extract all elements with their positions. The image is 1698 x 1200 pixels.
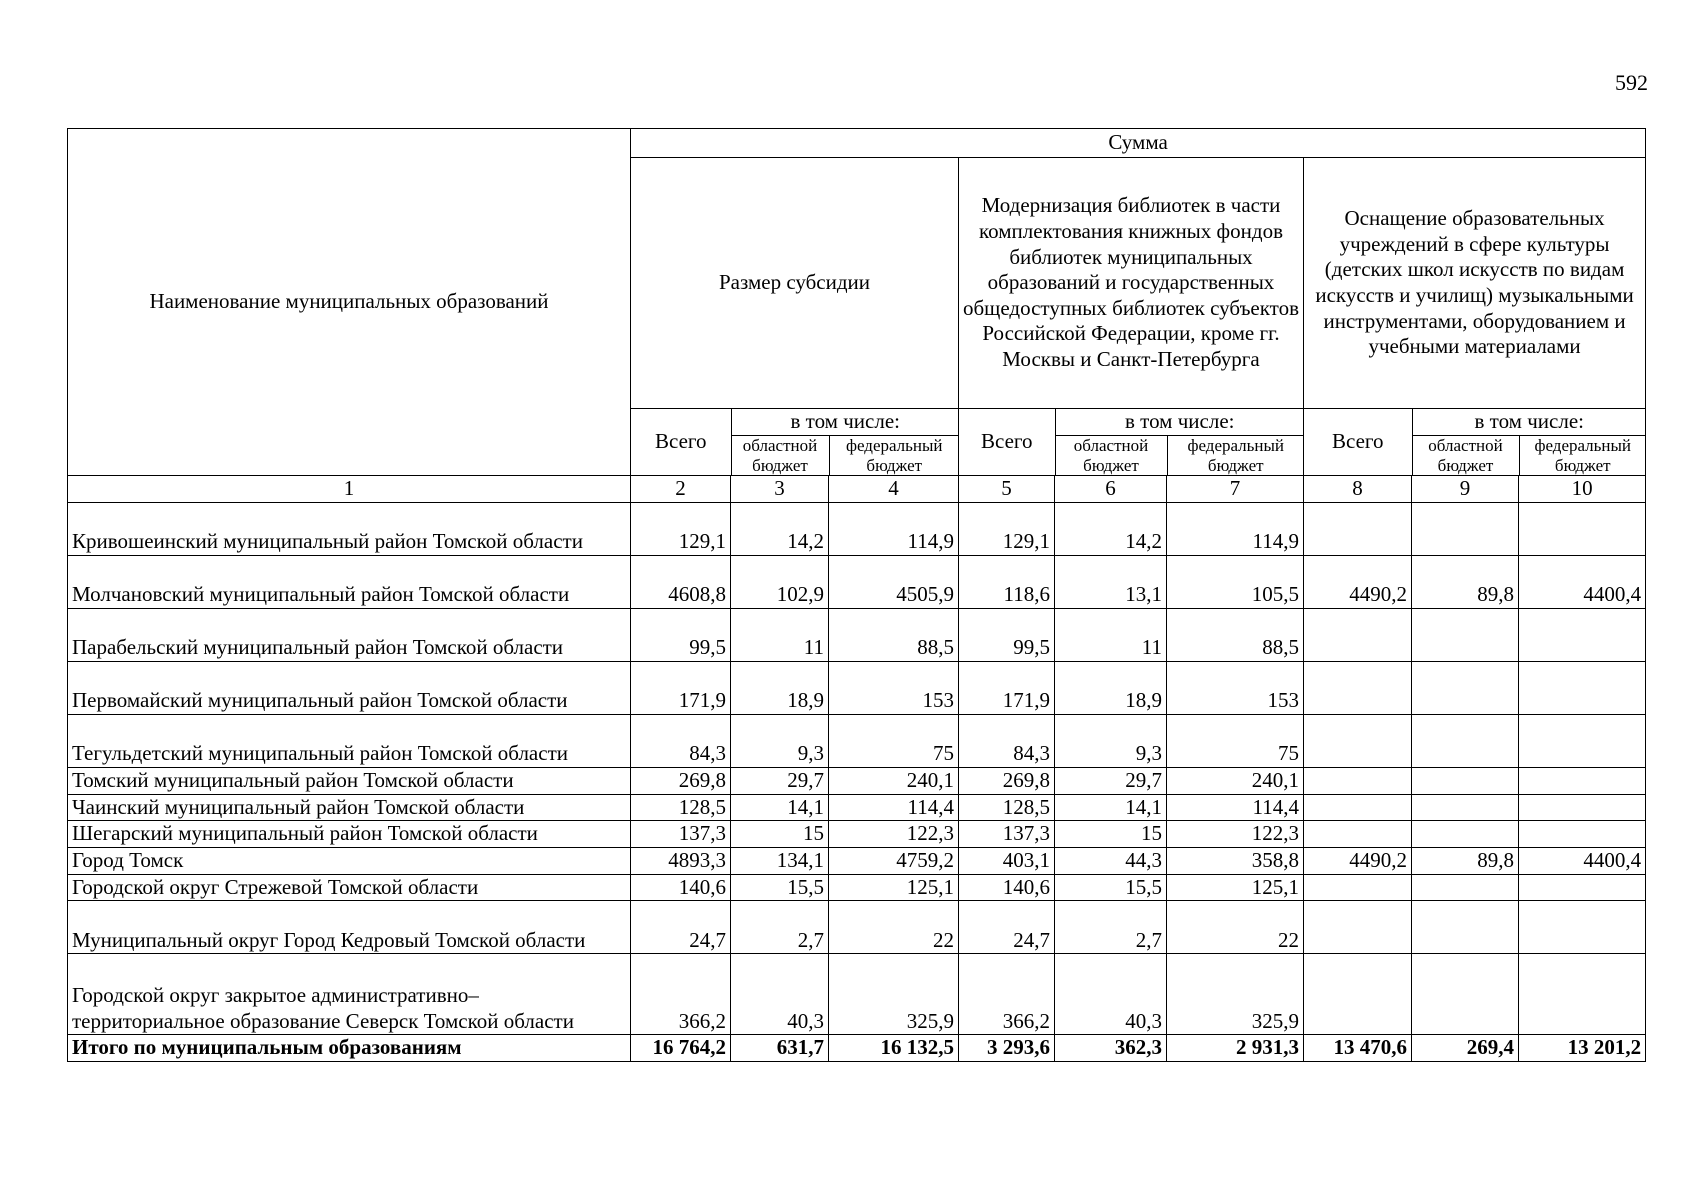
value-cell: 84,3 (959, 715, 1055, 768)
value-cell: 114,4 (1167, 794, 1304, 821)
value-cell: 269,8 (631, 768, 731, 795)
value-cell: 118,6 (959, 556, 1055, 609)
column-number: 3 (731, 476, 829, 503)
value-cell: 128,5 (959, 794, 1055, 821)
table-row (68, 847, 1646, 874)
municipality-name: Тегульдетский муниципальный район Томской области (68, 715, 631, 768)
value-cell (1304, 821, 1412, 848)
table-row (68, 821, 1646, 848)
table-row (68, 609, 1646, 662)
header-regional-3: областной бюджет (1412, 436, 1519, 476)
value-cell (1412, 609, 1519, 662)
subheader-block-2 (959, 409, 1304, 475)
column-number: 2 (631, 476, 731, 503)
value-cell: 403,1 (959, 847, 1055, 874)
header-including-1: в том числе: (731, 409, 959, 436)
column-number: 7 (1167, 476, 1304, 503)
value-cell: 4490,2 (1304, 847, 1412, 874)
value-cell (1304, 503, 1412, 556)
value-cell (1412, 954, 1519, 1035)
value-cell: 18,9 (731, 662, 829, 715)
header-including-2: в том числе: (1055, 409, 1304, 436)
value-cell: 22 (1167, 901, 1304, 954)
municipality-name: Молчановский муниципальный район Томской области (68, 556, 631, 609)
total-value: 16 132,5 (829, 1035, 959, 1062)
value-cell: 9,3 (1055, 715, 1167, 768)
column-number: 5 (959, 476, 1055, 503)
value-cell (1519, 821, 1646, 848)
value-cell: 15 (731, 821, 829, 848)
value-cell: 24,7 (631, 901, 731, 954)
value-cell: 114,9 (829, 503, 959, 556)
value-cell: 125,1 (1167, 874, 1304, 901)
table-row (68, 874, 1646, 901)
value-cell: 240,1 (829, 768, 959, 795)
value-cell (1519, 794, 1646, 821)
header-federal-1: федеральный бюджет (845, 436, 943, 475)
total-value: 13 470,6 (1304, 1035, 1412, 1062)
value-cell (1304, 874, 1412, 901)
header-total-3: Всего (1304, 409, 1412, 475)
value-cell (1412, 901, 1519, 954)
total-value: 2 931,3 (1167, 1035, 1304, 1062)
value-cell (1304, 609, 1412, 662)
value-cell (1519, 954, 1646, 1035)
header-federal-2: федеральный бюджет (1187, 436, 1285, 475)
value-cell: 269,8 (959, 768, 1055, 795)
value-cell (1412, 768, 1519, 795)
value-cell: 15,5 (1055, 874, 1167, 901)
table-row (68, 768, 1646, 795)
value-cell: 29,7 (731, 768, 829, 795)
value-cell: 4759,2 (829, 847, 959, 874)
value-cell: 4505,9 (829, 556, 959, 609)
value-cell: 140,6 (959, 874, 1055, 901)
table-row (68, 715, 1646, 768)
municipality-name: Городской округ закрытое административно–территориальное образование Северск Томской области (68, 954, 631, 1035)
value-cell: 75 (1167, 715, 1304, 768)
value-cell (1304, 662, 1412, 715)
table-body (68, 503, 1646, 1062)
value-cell: 171,9 (959, 662, 1055, 715)
header-total-2: Всего (959, 409, 1055, 475)
total-value: 13 201,2 (1519, 1035, 1646, 1062)
municipality-name: Чаинский муниципальный район Томской области (68, 794, 631, 821)
municipality-name: Кривошеинский муниципальный район Томской области (68, 503, 631, 556)
value-cell: 366,2 (959, 954, 1055, 1035)
header-group-equipment: Оснащение образовательных учреждений в сфере культуры (детских школ искусств по видам искусств и училищ) музыкальными инструментами, оборудованием и учебными материалами (1304, 158, 1646, 409)
value-cell: 14,1 (731, 794, 829, 821)
value-cell (1304, 954, 1412, 1035)
municipality-name: Шегарский муниципальный район Томской области (68, 821, 631, 848)
subheader-block-1 (631, 409, 959, 475)
value-cell: 99,5 (959, 609, 1055, 662)
municipality-name: Муниципальный округ Город Кедровый Томской области (68, 901, 631, 954)
column-number: 9 (1412, 476, 1519, 503)
column-number: 1 (68, 476, 631, 503)
value-cell (1519, 503, 1646, 556)
value-cell: 14,1 (1055, 794, 1167, 821)
value-cell (1519, 609, 1646, 662)
value-cell: 2,7 (1055, 901, 1167, 954)
value-cell: 4608,8 (631, 556, 731, 609)
value-cell: 11 (731, 609, 829, 662)
total-label: Итого по муниципальным образованиям (68, 1035, 631, 1062)
value-cell: 84,3 (631, 715, 731, 768)
value-cell: 15,5 (731, 874, 829, 901)
value-cell: 137,3 (631, 821, 731, 848)
value-cell (1412, 715, 1519, 768)
municipality-name: Томский муниципальный район Томской области (68, 768, 631, 795)
value-cell: 366,2 (631, 954, 731, 1035)
value-cell: 24,7 (959, 901, 1055, 954)
value-cell: 4893,3 (631, 847, 731, 874)
column-number: 6 (1055, 476, 1167, 503)
value-cell: 140,6 (631, 874, 731, 901)
table-row (68, 954, 1646, 1035)
value-cell: 122,3 (829, 821, 959, 848)
value-cell (1304, 715, 1412, 768)
header-group-libraries: Модернизация библиотек в части комплектования книжных фондов библиотек муниципальных образований и государственных общедоступных библиотек субъектов Российской Федерации, кроме гг. Москвы и Санкт-Петербурга (959, 158, 1304, 409)
value-cell (1304, 768, 1412, 795)
header-group-subsidy: Размер субсидии (631, 158, 959, 409)
value-cell: 4400,4 (1519, 556, 1646, 609)
value-cell: 129,1 (631, 503, 731, 556)
subsidy-table (67, 128, 1646, 1062)
value-cell (1519, 715, 1646, 768)
value-cell (1412, 821, 1519, 848)
municipality-name: Городской округ Стрежевой Томской области (68, 874, 631, 901)
value-cell: 11 (1055, 609, 1167, 662)
value-cell: 153 (1167, 662, 1304, 715)
value-cell: 114,9 (1167, 503, 1304, 556)
value-cell (1519, 768, 1646, 795)
value-cell: 14,2 (731, 503, 829, 556)
value-cell: 13,1 (1055, 556, 1167, 609)
table-row (68, 556, 1646, 609)
value-cell: 129,1 (959, 503, 1055, 556)
header-total-1: Всего (631, 409, 731, 475)
value-cell (1304, 794, 1412, 821)
value-cell (1412, 794, 1519, 821)
total-value: 3 293,6 (959, 1035, 1055, 1062)
value-cell (1412, 662, 1519, 715)
page-number: 592 (1615, 70, 1648, 95)
table-row (68, 503, 1646, 556)
value-cell: 4490,2 (1304, 556, 1412, 609)
value-cell: 40,3 (1055, 954, 1167, 1035)
value-cell: 105,5 (1167, 556, 1304, 609)
value-cell: 102,9 (731, 556, 829, 609)
value-cell (1519, 874, 1646, 901)
value-cell: 128,5 (631, 794, 731, 821)
value-cell: 125,1 (829, 874, 959, 901)
value-cell: 240,1 (1167, 768, 1304, 795)
value-cell: 18,9 (1055, 662, 1167, 715)
value-cell: 88,5 (1167, 609, 1304, 662)
value-cell (1412, 503, 1519, 556)
value-cell: 75 (829, 715, 959, 768)
total-row (68, 1035, 1646, 1062)
value-cell (1519, 662, 1646, 715)
column-number: 4 (829, 476, 959, 503)
total-value: 362,3 (1055, 1035, 1167, 1062)
value-cell: 325,9 (829, 954, 959, 1035)
value-cell: 22 (829, 901, 959, 954)
value-cell: 134,1 (731, 847, 829, 874)
header-name-column: Наименование муниципальных образований (68, 129, 631, 476)
value-cell (1519, 901, 1646, 954)
table-row (68, 662, 1646, 715)
value-cell: 137,3 (959, 821, 1055, 848)
header-regional-1: областной бюджет (731, 436, 829, 476)
value-cell: 9,3 (731, 715, 829, 768)
column-numbers-row (68, 476, 1646, 503)
value-cell (1304, 901, 1412, 954)
value-cell: 2,7 (731, 901, 829, 954)
table-row (68, 901, 1646, 954)
value-cell: 99,5 (631, 609, 731, 662)
table-row (68, 794, 1646, 821)
subheader-block-3 (1304, 409, 1646, 475)
value-cell (1412, 874, 1519, 901)
total-value: 631,7 (731, 1035, 829, 1062)
header-federal-3: федеральный бюджет (1534, 436, 1632, 475)
value-cell: 44,3 (1055, 847, 1167, 874)
value-cell: 29,7 (1055, 768, 1167, 795)
municipality-name: Город Томск (68, 847, 631, 874)
municipality-name: Парабельский муниципальный район Томской области (68, 609, 631, 662)
value-cell: 88,5 (829, 609, 959, 662)
value-cell: 89,8 (1412, 847, 1519, 874)
value-cell: 40,3 (731, 954, 829, 1035)
value-cell: 325,9 (1167, 954, 1304, 1035)
value-cell: 14,2 (1055, 503, 1167, 556)
header-sum: Сумма (631, 129, 1646, 158)
total-value: 16 764,2 (631, 1035, 731, 1062)
total-value: 269,4 (1412, 1035, 1519, 1062)
header-including-3: в том числе: (1412, 409, 1646, 436)
column-number: 8 (1304, 476, 1412, 503)
municipality-name: Первомайский муниципальный район Томской области (68, 662, 631, 715)
header-regional-2: областной бюджет (1055, 436, 1167, 476)
value-cell: 15 (1055, 821, 1167, 848)
value-cell: 171,9 (631, 662, 731, 715)
value-cell: 153 (829, 662, 959, 715)
value-cell: 358,8 (1167, 847, 1304, 874)
value-cell: 114,4 (829, 794, 959, 821)
value-cell: 89,8 (1412, 556, 1519, 609)
value-cell: 122,3 (1167, 821, 1304, 848)
column-number: 10 (1519, 476, 1646, 503)
value-cell: 4400,4 (1519, 847, 1646, 874)
